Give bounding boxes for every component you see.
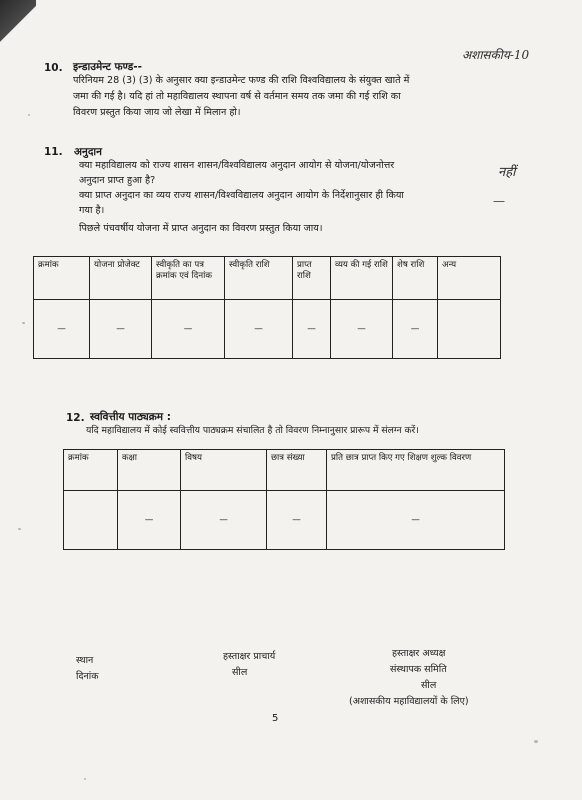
col-spent-amount: व्यय की गई राशि bbox=[331, 257, 393, 300]
table-row bbox=[34, 300, 501, 359]
folded-corner bbox=[0, 0, 36, 56]
section-11-number: 11. bbox=[44, 146, 63, 158]
col-balance: शेष राशि bbox=[393, 257, 438, 300]
section-10-line-3: विवरण प्रस्तुत किया जाय जो लेखा में मिलान हो। bbox=[73, 107, 241, 118]
section-11-q2-line-1: क्या प्राप्त अनुदान का व्यय राज्य शासन/विश्वविद्यालय अनुदान आयोग के निर्देशानुसार ही किया bbox=[79, 190, 404, 201]
col-fee-details: प्रति छात्र प्राप्त किए गए शिक्षण शुल्क विवरण bbox=[327, 450, 505, 491]
table-cell: — bbox=[152, 300, 225, 359]
page-number: 5 bbox=[272, 713, 279, 724]
chair-seal-label: सील bbox=[421, 680, 437, 691]
section-12-number: 12. bbox=[66, 412, 85, 424]
table-cell: — bbox=[393, 300, 438, 359]
col-subject: विषय bbox=[181, 450, 267, 491]
scan-speck bbox=[28, 114, 30, 116]
self-financed-course-table bbox=[63, 449, 505, 550]
non-government-note: (अशासकीय महाविद्यालयों के लिए) bbox=[349, 696, 469, 707]
chair-signature-label: हस्ताक्षर अध्यक्ष bbox=[392, 648, 446, 659]
handwritten-annotation: अशासकीय-10 bbox=[462, 48, 530, 62]
col-other: अन्य bbox=[438, 257, 501, 300]
scan-speck bbox=[22, 322, 25, 324]
table-cell: — bbox=[225, 300, 293, 359]
section-12-title: स्ववित्तीय पाठ्यक्रम : bbox=[90, 411, 171, 423]
col-student-count: छात्र संख्या bbox=[267, 450, 327, 491]
date-label: दिनांक bbox=[76, 671, 99, 682]
table-row bbox=[64, 491, 505, 550]
section-10-line-1: परिनियम 28 (3) (3) के अनुसार क्या इन्डाउमेन्ट फण्ड की राशि विश्वविद्यालय के संयुक्त खाते में bbox=[73, 75, 410, 86]
table-cell: — bbox=[181, 491, 267, 550]
place-label: स्थान bbox=[76, 655, 94, 666]
table-cell: — bbox=[34, 300, 90, 359]
table-cell: — bbox=[327, 491, 505, 550]
section-11-q3: पिछले पंचवर्षीय योजना में प्राप्त अनुदान का विवरण प्रस्तुत किया जाय। bbox=[79, 223, 323, 234]
section-11-title: अनुदान bbox=[74, 146, 102, 158]
table-header-row bbox=[64, 450, 505, 491]
handwritten-dash: — bbox=[493, 194, 505, 208]
scan-speck bbox=[18, 528, 21, 530]
section-11-q1-line-2: अनुदान प्राप्त हुआ है? bbox=[79, 175, 156, 186]
col-received-amount: प्राप्त राशि bbox=[293, 257, 331, 300]
col-serial: क्रमांक bbox=[34, 257, 90, 300]
table-cell: — bbox=[118, 491, 181, 550]
handwritten-answer-no: नहीं bbox=[498, 165, 516, 180]
section-10-title: इन्डाउमेन्ट फण्ड-- bbox=[73, 61, 142, 73]
section-11-q1-line-1: क्या महाविद्यालय को राज्य शासन शासन/विश्वविद्यालय अनुदान आयोग से योजना/योजनोत्तर bbox=[79, 160, 395, 171]
col-serial: क्रमांक bbox=[64, 450, 118, 491]
table-cell: — bbox=[331, 300, 393, 359]
section-10-number: 10. bbox=[44, 62, 63, 74]
table-cell bbox=[64, 491, 118, 550]
table-cell: — bbox=[90, 300, 152, 359]
grant-table bbox=[33, 256, 501, 359]
table-cell: — bbox=[293, 300, 331, 359]
section-10-line-2: जमा की गई है। यदि हां तो महाविद्यालय स्थापना वर्ष से वर्तमान समय तक जमा की गई राशि का bbox=[73, 91, 401, 102]
scan-speck bbox=[84, 778, 86, 780]
section-11-q2-line-2: गया है। bbox=[79, 205, 105, 216]
section-12-line: यदि महाविद्यालय में कोई स्ववित्तीय पाठ्यक्रम संचालित है तो विवरण निम्नानुसार प्रारूप में संलग्न करें। bbox=[86, 425, 419, 436]
table-cell bbox=[438, 300, 501, 359]
principal-seal-label: सील bbox=[232, 667, 248, 678]
founder-committee-label: संस्थापक समिति bbox=[390, 664, 447, 675]
col-sanctioned-amount: स्वीकृति राशि bbox=[225, 257, 293, 300]
col-scheme: योजना प्रोजेक्ट bbox=[90, 257, 152, 300]
col-sanction-letter: स्वीकृति का पत्र क्रमांक एवं दिनांक bbox=[152, 257, 225, 300]
col-class: कक्षा bbox=[118, 450, 181, 491]
table-header-row bbox=[34, 257, 501, 300]
scan-speck bbox=[534, 740, 538, 743]
principal-signature-label: हस्ताक्षर प्राचार्य bbox=[223, 651, 276, 662]
table-cell: — bbox=[267, 491, 327, 550]
